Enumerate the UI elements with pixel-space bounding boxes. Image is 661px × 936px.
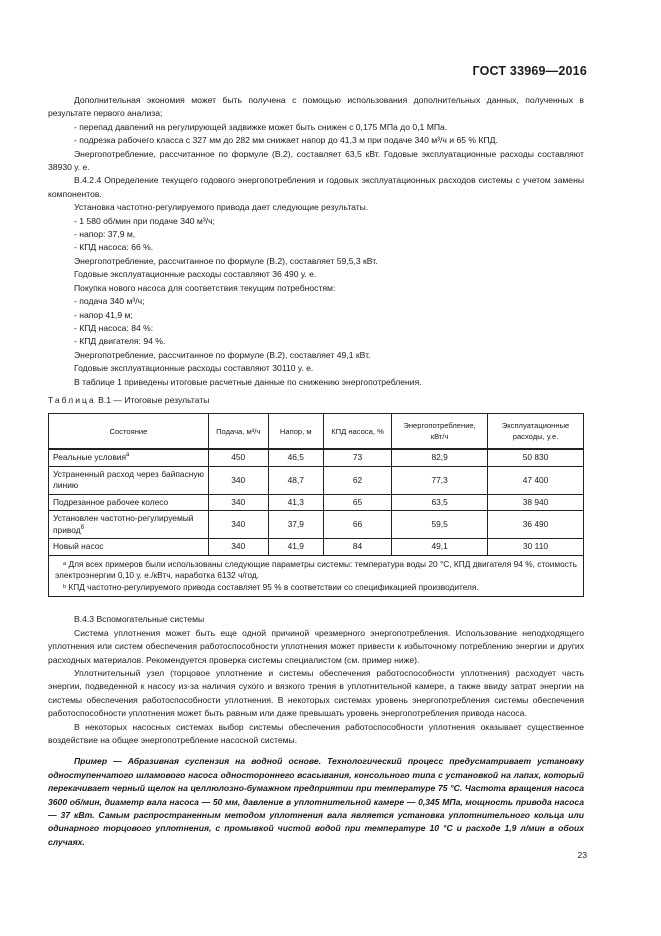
bullet: - КПД двигателя: 94 %.: [74, 336, 166, 347]
table-caption: [48, 394, 584, 407]
table-notes: [49, 555, 584, 597]
table-caption-title: В.1 — Итоговые результаты: [95, 394, 210, 405]
column-header: Эксплуатационные расходы, у.е.: [488, 414, 584, 450]
table-row: [49, 539, 584, 556]
table-cell: 41,9: [268, 539, 323, 556]
page-body: [48, 94, 584, 849]
bullet: - 1 580 об/мин при подаче 340 м³/ч;: [74, 215, 215, 226]
table-cell: 73: [323, 449, 391, 466]
intro-paragraph: Дополнительная экономия может быть получена с помощью использования дополнительных данных, полученных в результате первого анализа;: [48, 95, 584, 119]
table-cell: 62: [323, 466, 391, 494]
results-table: [48, 413, 584, 597]
table-cell: 340: [208, 511, 268, 539]
table-cell: 82,9: [392, 449, 488, 466]
bullet: - напор 41,9 м;: [74, 309, 133, 320]
intro-bullet: - подрезка рабочего класса с 327 мм до 282 мм снижает напор до 41,3 м при подаче 340 м³/ч и 65 % КПД.: [74, 135, 498, 146]
table-cell: 37,9: [268, 511, 323, 539]
document-id-header: ГОСТ 33969—2016: [472, 64, 587, 78]
table-row: [49, 466, 584, 494]
footnote-marker: б: [80, 525, 85, 532]
table-cell: 30 110: [488, 539, 584, 556]
bullet: - КПД насоса: 84 %:: [74, 322, 154, 333]
table-cell: 63,5: [392, 494, 488, 511]
paragraph: Энергопотребление, рассчитанное по формуле (В.2), составляет 59,5,3 кВт.: [74, 255, 378, 266]
table-cell: 340: [208, 494, 268, 511]
footnote-a: ᵃ Для всех примеров были использованы следующие параметры системы: температура воды 20 °C, КПД двигателя 94 %, стоимость электроэнергии 0,10 у. е./кВтч, наработка 6132 ч/год.: [55, 558, 577, 581]
footnote-marker: a: [126, 452, 130, 459]
paragraph: В таблице 1 приведены итоговые расчетные данные по снижению энергопотребления.: [74, 376, 422, 387]
paragraph: Энергопотребление, рассчитанное по формуле (В.2), составляет 49,1 кВт.: [74, 349, 371, 360]
table-cell: 340: [208, 539, 268, 556]
section-heading: В.4.2.4 Определение текущего годового энергопотребления и годовых эксплуатационных расходов системы с учетом замены компонентов.: [48, 175, 584, 199]
table-cell: 50 830: [488, 449, 584, 466]
table-cell: 65: [323, 494, 391, 511]
intro-bullet: - перепад давлений на регулирующей задвижке может быть снижен с 0,175 МПа до 0,1 МПа.: [74, 121, 448, 132]
row-label: Новый насос: [49, 539, 209, 556]
column-header: Подача, м³/ч: [208, 414, 268, 450]
paragraph: В некоторых насосных системах выбор системы обеспечения работоспособности уплотнения оказывает существенное воздействие на общее энергопотребление насосной системы.: [48, 721, 584, 745]
example-paragraph: Пример — Абразивная суспензия на водной основе. Технологический процесс предусматривает установку одноступенчатого шламового насоса одностороннего всасывания, консольного типа с установкой на лапах, который перекачивает черный щелок на целлюлозно-бумажном предприятии при температуре 75 °С. Частота вращения насоса 3600 об/мин, диаметр вала насоса — 50 мм, давление в уплотнительной камере — 0,345 МПа, мощность привода насоса — 37 кВт. Самым распространенным методом уплотнения вала является установка уплотнительного кольца или одинарного торцового уплотнения, с промывкой чистой водой при температуре 10 °С и расходе 1,9 л/мин в обоих случаях.: [48, 756, 584, 847]
footnote-b: ᵇ КПД частотно-регулируемого привода составляет 95 % в соответствии со спецификацией производителя.: [63, 581, 479, 592]
paragraph: Годовые эксплуатационные расходы составляют 30110 у. е.: [74, 363, 314, 374]
page-number: 23: [577, 850, 587, 860]
table-cell: 49,1: [392, 539, 488, 556]
paragraph: Уплотнительный узел (торцовое уплотнение и системы обеспечения работоспособности уплотнения) расходует часть энергии, подведенной к насосу из-за наличия сухого и вязкого трения в уплотнительной камере, а также ввиду затрат энергии на системы обеспечения работоспособности уплотнения. В некоторых системах уровень энергопотребления системы обеспечения работоспособности уплотнения может быть равным или даже превышать уровень энергопотребления привода насоса.: [48, 667, 584, 719]
table-cell: 84: [323, 539, 391, 556]
table-cell: 450: [208, 449, 268, 466]
bullet: - напор: 37,9 м,: [74, 229, 136, 240]
bullet: - подача 340 м³/ч;: [74, 296, 145, 307]
table-cell: 66: [323, 511, 391, 539]
paragraph: Система уплотнения может быть еще одной причиной чрезмерного энергопотребления. Использование неподходящего уплотнения или систем обеспечения работоспособности уплотнения может привести к избыточному потреблению энергии и других расходных материалов. Рекомендуется проверка системы специалистом (см. пример ниже).: [48, 627, 584, 665]
section-heading: В.4.3 Вспомогательные системы: [74, 614, 205, 625]
column-header: КПД насоса, %: [323, 414, 391, 450]
table-cell: 59,5: [392, 511, 488, 539]
table-cell: 41,3: [268, 494, 323, 511]
table-cell: 47 400: [488, 466, 584, 494]
table-cell: 38 940: [488, 494, 584, 511]
intro-paragraph: Энергопотребление, рассчитанное по формуле (В.2), составляет 63,5 кВт. Годовые эксплуатационные расходы составляют 38930 у. е.: [48, 148, 584, 173]
table-cell: 48,7: [268, 466, 323, 494]
paragraph: Установка частотно-регулируемого привода дает следующие результаты.: [74, 202, 369, 213]
table-cell: 340: [208, 466, 268, 494]
row-label: Установлен частотно-регулируемый привод$^б$: [49, 511, 209, 539]
row-label: Подрезанное рабочее колесо: [49, 494, 209, 511]
table-cell: 77,3: [392, 466, 488, 494]
paragraph: Годовые эксплуатационные расходы составляют 36 490 у. е.: [74, 269, 317, 280]
row-label: Устраненный расход через байпасную линию: [49, 466, 209, 494]
table-row: [49, 494, 584, 511]
bullet: - КПД насоса: 66 %.: [74, 242, 154, 253]
table-notes-row: [49, 555, 584, 597]
table-row: [49, 511, 584, 539]
column-header: Напор, м: [268, 414, 323, 450]
column-header: Энергопотребление, кВт/ч: [392, 414, 488, 450]
table-row: [49, 449, 584, 466]
row-label: Реальные условия$^a$: [49, 449, 209, 466]
table-caption-label: Таблица: [48, 394, 96, 405]
table-cell: 46,5: [268, 449, 323, 466]
table-cell: 36 490: [488, 511, 584, 539]
table-header-row: [49, 414, 584, 450]
column-header: Состояние: [49, 414, 209, 450]
paragraph: Покупка нового насоса для соответствия текущим потребностям:: [74, 282, 336, 293]
